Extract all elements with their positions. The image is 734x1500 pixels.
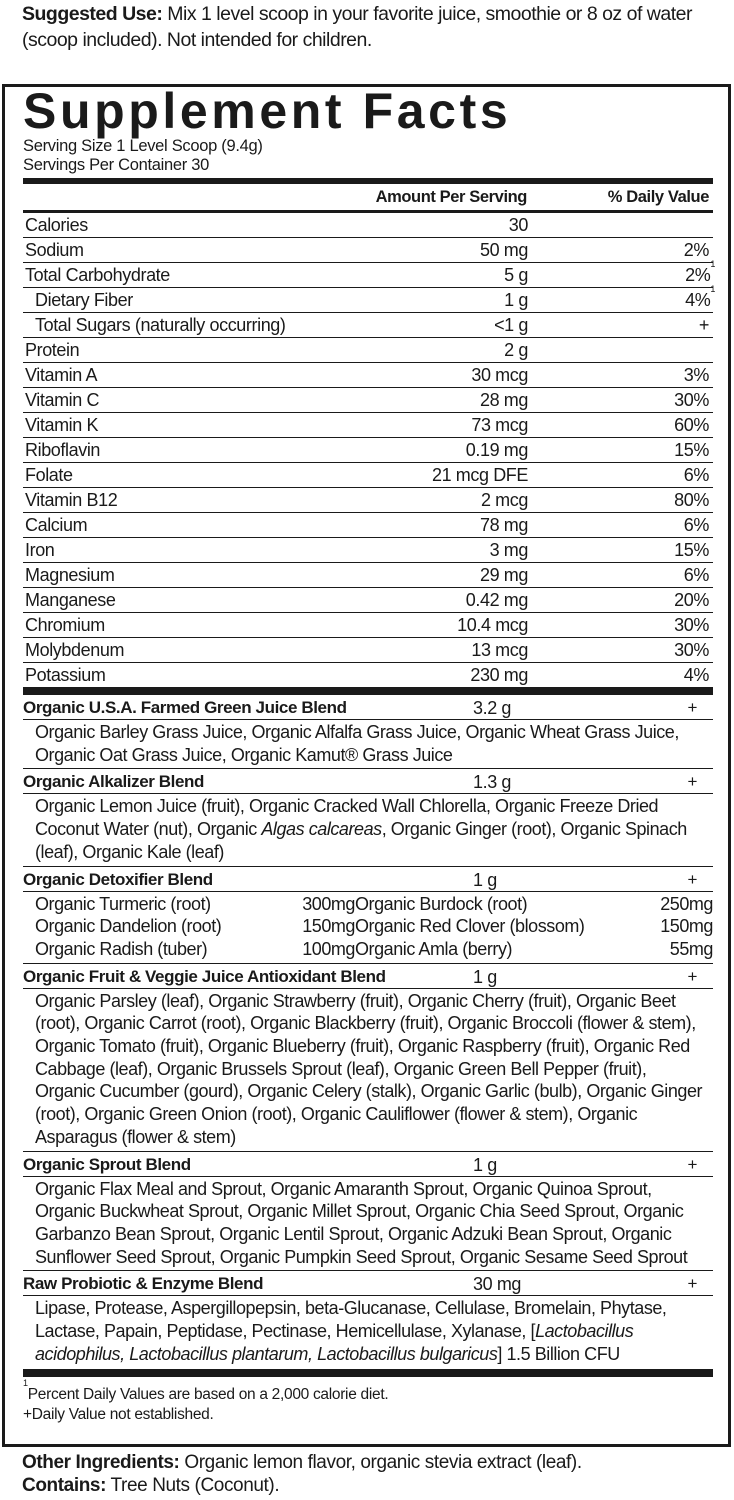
nutrient-amount: 30 [508, 215, 528, 235]
amount-header: Amount Per Serving [375, 188, 527, 206]
blend-ingredient-grid [23, 892, 713, 963]
nutrient-row [23, 563, 713, 588]
blend-amount: 3.2 g [473, 698, 512, 718]
ingredient-text: , Organic Ginger (root), Organic Spinach (leaf), Organic Kale (leaf) [35, 819, 687, 862]
nutrient-dv [684, 565, 709, 586]
blend-header [23, 768, 713, 794]
ingredient-name: Organic Radish (tuber) [35, 938, 208, 959]
nutrient-name: Chromium [25, 615, 105, 635]
nutrient-dv [674, 540, 709, 561]
nutrient-amount: 1 g [504, 290, 528, 310]
nutrient-row [23, 538, 713, 563]
blend-dv: + [687, 1274, 697, 1294]
nutrient-amount: 5 g [504, 265, 528, 285]
nutrient-row [23, 363, 713, 388]
nutrient-dv [674, 590, 709, 611]
footnote-1: Percent Daily Values are based on a 2,000 calorie diet. [27, 1386, 389, 1404]
divider-thick [23, 687, 713, 695]
nutrient-name: Vitamin K [25, 415, 99, 435]
nutrient-dv [685, 259, 715, 286]
blend-name: Organic Detoxifier Blend [23, 869, 213, 889]
servings-per-container: Servings Per Container 30 [23, 156, 210, 174]
ingredient-amount: 300mg [302, 893, 355, 914]
ingredient-text: Lipase, Protease, Aspergillopepsin, beta-Glucanase, Cellulase, Bromelain, Phytase, Lactase, Papain, Peptidase, Pectinase, Hemicellulase, Xylanase, [ [35, 1298, 667, 1342]
nutrient-name: Manganese [25, 590, 116, 610]
nutrient-dv-value: 6% [683, 465, 709, 485]
nutrient-amount: 3 mg [489, 540, 528, 560]
nutrient-amount: 29 mg [479, 565, 528, 585]
ingredient-text: Organic Parsley (leaf), Organic Strawberry (fruit), Organic Cherry (fruit), Organic Beet (root), Organic Carrot (root), Organic Blackberry (fruit), Organic Broccoli (flower & stem), Organic Tomato (fruit), Organic Blueberry (fruit), Organic Raspberry (fruit), Organic Red Cabbage (leaf), Organic Brussels Sprout (leaf), Organic Green Bell Pepper (fruit), Organic Cucumber (gourd), Organic Celery (stalk), Organic Garlic (bulb), Organic Ginger (root), Organic Green Onion (root), Organic Cauliflower (flower & stem), Organic Asparagus (flower & stem) [35, 990, 703, 1147]
supplement-facts-panel [2, 84, 731, 1447]
ingredient-amount: 150mg [302, 916, 355, 937]
blend-ingredients [23, 989, 713, 1151]
nutrient-dv-value: 60% [674, 415, 709, 435]
nutrient-row [23, 259, 715, 288]
nutrient-row [23, 313, 713, 338]
nutrient-dv [674, 415, 709, 436]
contains [22, 1475, 582, 1498]
ingredient-amount: 250mg [660, 893, 713, 914]
footnote-mark: 1 [23, 1378, 28, 1389]
nutrient-dv-value: 3% [683, 365, 709, 385]
nutrient-amount: 2 g [504, 340, 528, 360]
nutrient-amount: 230 mg [470, 665, 528, 685]
nutrient-dv [699, 315, 709, 336]
blend-header [23, 1151, 713, 1177]
blend-name: Raw Probiotic & Enzyme Blend [23, 1274, 264, 1294]
nutrient-row [23, 284, 715, 313]
nutrient-row [23, 238, 713, 263]
blend-name: Organic U.S.A. Farmed Green Juice Blend [23, 698, 347, 717]
nutrient-name: Iron [25, 540, 55, 560]
blend-ingredients [23, 1177, 713, 1271]
blend-ingredients [23, 1296, 713, 1367]
nutrient-row [23, 388, 713, 413]
contains-text: Tree Nuts (Coconut). [106, 1474, 280, 1496]
contains-label: Contains: [22, 1474, 107, 1496]
nutrient-name: Potassium [25, 665, 106, 685]
nutrient-dv-value: 4% [685, 290, 711, 310]
nutrient-name: Sodium [25, 240, 84, 260]
blend-name: Organic Alkalizer Blend [23, 772, 205, 792]
nutrient-name: Molybdenum [25, 640, 125, 660]
divider-thick [23, 1369, 713, 1377]
nutrient-dv-value: 15% [674, 540, 709, 560]
blend-dv: + [687, 1154, 697, 1174]
nutrient-row [23, 463, 713, 488]
nutrient-name: Total Sugars (naturally occurring) [35, 315, 286, 335]
nutrient-dv [674, 440, 709, 461]
nutrient-row [23, 663, 713, 688]
nutrient-dv [684, 665, 709, 686]
suggested-use [22, 1, 722, 53]
nutrient-dv [684, 365, 709, 386]
ingredient-name: Organic Dandelion (root) [35, 916, 222, 937]
nutrient-name: Magnesium [25, 565, 115, 585]
nutrient-row [23, 588, 713, 613]
dv-header: % Daily Value [607, 188, 709, 206]
nutrient-dv-value: 30% [674, 615, 709, 635]
nutrient-name: Calories [25, 215, 88, 235]
nutrient-row [23, 488, 713, 513]
nutrient-dv-value: 2% [683, 240, 709, 260]
suggested-use-label: Suggested Use: [22, 3, 163, 25]
blend-name: Organic Fruit & Veggie Juice Antioxidant Blend [23, 966, 386, 986]
nutrient-amount: 30 mcg [471, 365, 528, 385]
nutrient-dv-value: 20% [674, 590, 709, 610]
suggested-use-text: Mix 1 level scoop in your favorite juice, smoothie or 8 oz of water (scoop included). Not intended for children. [22, 3, 692, 51]
nutrient-dv-value: 80% [674, 490, 709, 510]
blend-dv: + [687, 966, 697, 986]
serving-size: Serving Size 1 Level Scoop (9.4g) [23, 137, 263, 155]
blend-dv: + [687, 869, 697, 889]
footnote-2: +Daily Value not established. [23, 1405, 214, 1423]
nutrient-name: Vitamin A [25, 365, 98, 385]
blend-amount: 1 g [473, 966, 497, 987]
other-ingredients-text: Organic lemon flavor, organic stevia extract (leaf). [179, 1452, 582, 1473]
nutrient-dv-value: 30% [674, 390, 709, 410]
nutrient-dv-value: 4% [683, 665, 709, 685]
column-headers [23, 184, 713, 210]
nutrient-name: Folate [25, 465, 73, 485]
nutrient-name: Total Carbohydrate [25, 265, 170, 285]
blend-header [23, 1270, 713, 1296]
nutrient-amount: 0.19 mg [465, 440, 528, 460]
ingredient-name: Organic Red Clover (blossom) [355, 916, 585, 937]
blend-list [23, 695, 713, 1367]
blend-amount: 1 g [473, 1154, 497, 1175]
blend-dv: + [687, 698, 697, 717]
panel-title: Supplement Facts [23, 83, 512, 139]
nutrient-row [23, 213, 713, 238]
ingredient-amount: 100mg [302, 938, 355, 959]
blend-dv: + [687, 772, 697, 792]
nutrient-dv-value: 6% [683, 515, 709, 535]
nutrient-dv [674, 390, 709, 411]
nutrient-dv [674, 615, 709, 636]
ingredient-text: Organic Barley Grass Juice, Organic Alfalfa Grass Juice, Organic Wheat Grass Juice, Organic Oat Grass Juice, Organic Kamut® Grass Juice [35, 722, 679, 765]
label-bottom [22, 1452, 582, 1497]
nutrient-amount: 78 mg [479, 515, 528, 535]
nutrient-name: Calcium [25, 515, 88, 535]
nutrient-dv [674, 640, 709, 661]
ingredient-text: Organic Lemon Juice (fruit), Organic Cracked Wall Chlorella, Organic Freeze Dried Coconut Water (nut), Organic [35, 796, 659, 840]
ingredient-text: ] 1.5 Billion CFU [497, 1343, 620, 1364]
ingredient-amount: 55mg [669, 938, 713, 959]
nutrient-row [23, 513, 713, 538]
nutrient-name: Dietary Fiber [35, 290, 133, 310]
ingredient-name: Organic Burdock (root) [355, 893, 528, 914]
other-ingredients [22, 1452, 582, 1475]
nutrient-table [23, 213, 713, 688]
nutrient-amount: 0.42 mg [465, 590, 528, 610]
blend-name: Organic Sprout Blend [23, 1154, 191, 1174]
ingredient-text: Lactobacillus acidophilus, Lactobacillus plantarum, Lactobacillus bulgaricus [35, 1321, 634, 1364]
nutrient-amount: 2 mcg [480, 490, 528, 510]
nutrient-row [23, 413, 713, 438]
nutrient-row [23, 338, 713, 363]
ingredient-name: Organic Amla (berry) [355, 938, 513, 959]
blend-header [23, 866, 713, 892]
nutrient-dv-value: 30% [674, 640, 709, 660]
nutrient-row [23, 638, 713, 663]
nutrient-dv-value: 6% [683, 565, 709, 585]
nutrient-amount: 50 mg [479, 240, 528, 260]
blend-ingredients [23, 720, 713, 768]
nutrient-dv [684, 240, 709, 261]
ingredient-text: Algas calcareas [261, 819, 382, 840]
ingredient-name: Organic Turmeric (root) [35, 893, 211, 914]
other-ingredients-label: Other Ingredients: [22, 1452, 180, 1473]
nutrient-row [23, 613, 713, 638]
nutrient-name: Protein [25, 340, 80, 360]
nutrient-dv [684, 465, 709, 486]
blend-amount: 1 g [473, 869, 497, 890]
nutrient-dv-value: 15% [674, 440, 709, 460]
nutrient-name: Vitamin B12 [25, 490, 118, 510]
nutrient-name: Vitamin C [25, 390, 100, 410]
nutrient-dv-value: 2% [685, 265, 711, 285]
nutrient-amount: 10.4 mcg [457, 615, 528, 635]
blend-amount: 1.3 g [473, 772, 512, 793]
nutrient-dv [674, 490, 709, 511]
footnote-mark: 1 [710, 284, 715, 294]
nutrient-amount: <1 g [494, 315, 528, 335]
nutrient-dv-value: + [698, 315, 709, 335]
blend-amount: 30 mg [473, 1274, 522, 1295]
nutrient-name: Riboflavin [25, 440, 101, 460]
footnotes [23, 1377, 713, 1423]
ingredient-amount: 150mg [660, 916, 713, 937]
nutrient-amount: 28 mg [479, 390, 528, 410]
nutrient-dv [685, 284, 715, 311]
nutrient-amount: 73 mcg [471, 415, 528, 435]
nutrient-dv [684, 515, 709, 536]
blend-ingredients [23, 794, 713, 865]
nutrient-row [23, 438, 713, 463]
nutrient-amount: 13 mcg [471, 640, 528, 660]
footnote-mark: 1 [710, 259, 715, 269]
ingredient-text: Organic Flax Meal and Sprout, Organic Amaranth Sprout, Organic Quinoa Sprout, Organic Buckwheat Sprout, Organic Millet Sprout, Organic Chia Seed Sprout, Organic Garbanzo Bean Sprout, Organic Lentil Sprout, Organic Adzuki Bean Sprout, Organic Sunflower Seed Sprout, Organic Pumpkin Seed Sprout, Organic Sesame Seed Sprout [35, 1178, 688, 1267]
blend-header [23, 695, 713, 720]
nutrient-amount: 21 mcg DFE [431, 465, 528, 485]
blend-header [23, 963, 713, 989]
